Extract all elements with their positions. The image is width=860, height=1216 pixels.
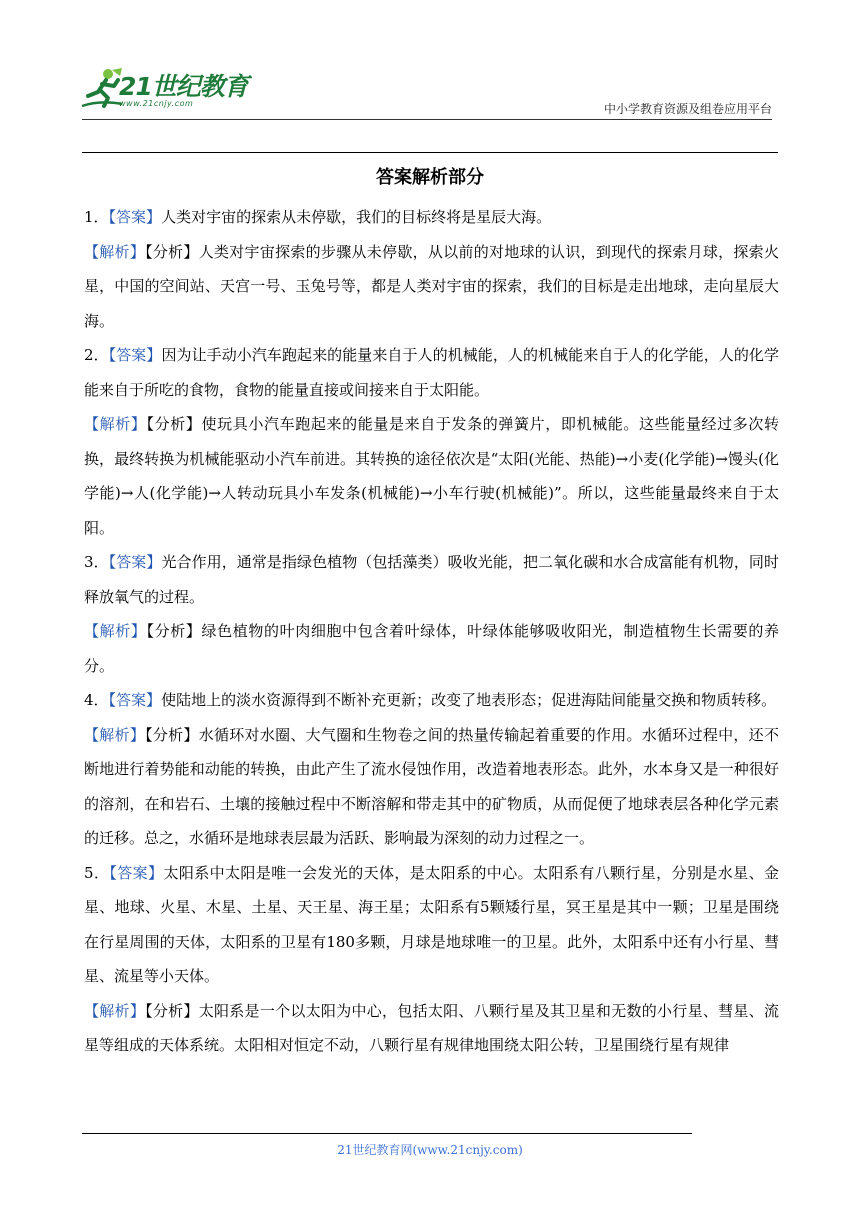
analysis-text: 绿色植物的叶肉细胞中包含着叶绿体，叶绿体能够吸收阳光，制造植物生长需要的养分。 [84, 622, 779, 675]
answer-paragraph [84, 338, 779, 407]
header-divider [82, 119, 772, 120]
fenxi-tag: 【分析】 [145, 725, 199, 744]
answer-paragraph [84, 545, 779, 614]
answer-tag: 【答案】 [109, 863, 164, 882]
answer-text: 人类对宇宙的探索从未停歇，我们的目标终将是星辰大海。 [161, 208, 552, 226]
section-divider [82, 152, 778, 153]
analysis-tag: 【解析】 [84, 242, 146, 261]
answer-tag: 【答案】 [108, 208, 162, 226]
answer-tag: 【答案】 [108, 553, 162, 571]
item-number: 5． [84, 863, 110, 882]
analysis-text: 太阳系是一个以太阳为中心，包括太阳、八颗行星及其卫星和无数的小行星、彗星、流星等组成的天体系统。太阳相对恒定不动，八颗行星有规律地围绕太阳公转，卫星围绕行星有规律 [84, 1001, 779, 1054]
analysis-text: 人类对宇宙探索的步骤从未停歇，从以前的对地球的认识，到现代的探索月球，探索火星，中国的空间站、天宫一号、玉兔号等，都是人类对宇宙的探索，我们的目标是走出地球，走向星辰大海。 [84, 242, 779, 330]
item-number: 2． [84, 346, 109, 364]
analysis-text: 使玩具小汽车跑起来的能量是来自于发条的弹簧片，即机械能。这些能量经过多次转换，最终转换为机械能驱动小汽车前进。其转换的途径依次是“太阳(光能、热能)→小麦(化学能)→馒头(化学能)→人(化学能)→人转动玩具小车发条(机械能)→小车行驶(机械能)”。所以，这些能量最终来自于太阳。 [84, 415, 779, 537]
answer-text: 光合作用，通常是指绿色植物（包括藻类）吸收光能，把二氧化碳和水合成富能有机物，同时释放氧气的过程。 [84, 553, 779, 606]
answer-paragraph [84, 856, 779, 994]
analysis-paragraph [84, 994, 779, 1063]
answer-paragraph [84, 200, 779, 235]
fenxi-tag: 【分析】 [145, 1001, 199, 1020]
logo-text: 21世纪教育 [119, 72, 248, 101]
analysis-tag: 【解析】 [84, 725, 146, 744]
answer-paragraph [84, 683, 779, 718]
footer-text: 21世纪教育网(www.21cnjy.com) [337, 1143, 523, 1157]
answer-list [84, 200, 779, 1063]
runner-logo-icon [78, 66, 124, 110]
answer-tag: 【答案】 [108, 346, 162, 364]
fenxi-tag: 【分析】 [145, 242, 199, 261]
analysis-paragraph [84, 407, 779, 545]
fenxi-tag: 【分析】 [146, 415, 202, 433]
item-number: 3． [84, 553, 109, 571]
answer-text: 太阳系中太阳是唯一会发光的天体，是太阳系的中心。太阳系有八颗行星，分别是水星、金星、地球、火星、木星、土星、天王星、海王星；太阳系有5颗矮行星，冥王星是其中一颗；卫星是围绕在行星周围的天体，太阳系的卫星有180多颗，月球是地球唯一的卫星。此外，太阳系中还有小行星、彗星、流星等小天体。 [84, 863, 779, 985]
site-logo [78, 66, 258, 120]
fenxi-tag: 【分析】 [146, 622, 202, 640]
footer-divider [82, 1133, 692, 1134]
item-number: 4． [84, 691, 109, 709]
analysis-tag: 【解析】 [84, 622, 147, 640]
analysis-paragraph [84, 614, 779, 683]
logo-url: www.21cnjy.com [119, 99, 194, 108]
analysis-paragraph [84, 235, 779, 339]
answer-text: 因为让手动小汽车跑起来的能量来自于人的机械能，人的机械能来自于人的化学能，人的化学能来自于所吃的食物，食物的能量直接或间接来自于太阳能。 [84, 346, 779, 399]
answer-text: 使陆地上的淡水资源得到不断补充更新；改变了地表形态；促进海陆间能量交换和物质转移。 [161, 691, 777, 709]
page-title: 答案解析部分 [376, 167, 484, 188]
answer-tag: 【答案】 [108, 691, 162, 709]
analysis-tag: 【解析】 [84, 415, 147, 433]
analysis-paragraph [84, 718, 779, 856]
header-platform-text: 中小学教育资源及组卷应用平台 [603, 102, 772, 116]
item-number: 1． [84, 208, 109, 226]
analysis-tag: 【解析】 [84, 1001, 146, 1020]
analysis-text: 水循环对水圈、大气圈和生物卷之间的热量传输起着重要的作用。水循环过程中，还不断地进行着势能和动能的转换，由此产生了流水侵蚀作用，改造着地表形态。此外，水本身又是一种很好的溶剂，在和岩石、土壤的接触过程中不断溶解和带走其中的矿物质，从而促便了地球表层各种化学元素的迁移。总之，水循环是地球表层最为活跃、影响最为深刻的动力过程之一。 [84, 725, 779, 847]
